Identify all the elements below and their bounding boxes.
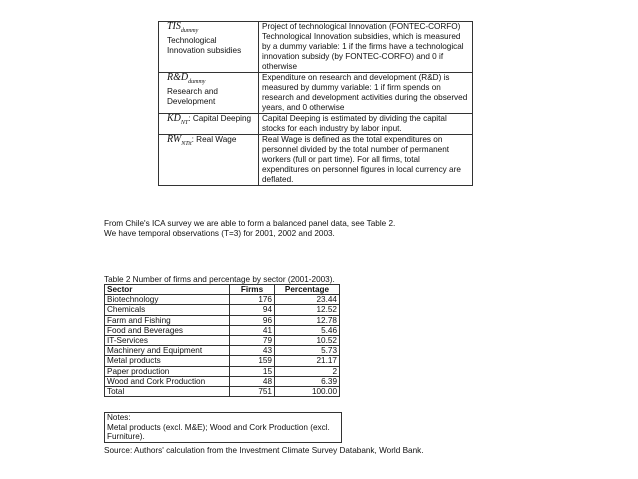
table2-caption: Table 2 Number of firms and percentage by sector (2001-2003). [104,275,335,284]
percentage-cell: 2 [275,366,340,376]
notes-box [104,412,342,443]
notes-label: Notes: [107,413,131,422]
firms-cell: 43 [230,346,275,356]
variable-label: Capital Deeping [192,114,252,123]
variable-symbol-cell: $RW_{NTit}$: Real Wage [159,135,259,186]
percentage-cell: 5.46 [275,325,340,335]
firms-cell: 96 [230,315,275,325]
sector-table-header [105,285,340,295]
variable-row [159,135,473,186]
source-note: Source: Authors' calculation from the Investment Climate Survey Databank, World Bank. [104,445,424,455]
table-row [105,387,340,397]
variable-symbol: $R\&D_{dummy}$ [167,72,206,85]
variable-row [159,22,473,73]
table-row [105,356,340,366]
variable-row [159,73,473,114]
variable-label: Technological Innovation subsidies [167,36,242,55]
firms-cell: 41 [230,325,275,335]
paragraph-line-2: We have temporal observations (T=3) for 2001, 2002 and 2003. [104,229,335,238]
variable-symbol-cell [159,22,259,73]
firms-cell: 176 [230,295,275,305]
table-row [105,336,340,346]
percentage-cell: 6.39 [275,376,340,386]
sector-cell: Chemicals [105,305,230,315]
firms-cell: 48 [230,376,275,386]
firms-cell: 94 [230,305,275,315]
variable-symbol: $RW_{NTit}$ [167,134,192,147]
sector-cell: Food and Beverages [105,325,230,335]
sector-cell: Paper production [105,366,230,376]
percentage-cell: 21.17 [275,356,340,366]
table-notes [104,412,452,455]
sector-cell: Farm and Fishing [105,315,230,325]
variable-description: Expenditure on research and development (R&D) is measured by dummy variable: 1 if firm spends on research and development activities during the observed years, and 0 otherwise [259,73,473,114]
sector-cell: IT-Services [105,336,230,346]
variable-subscript: dummy [180,28,199,34]
table-row [105,366,340,376]
variable-description: Project of technological Innovation (FONTEC-CORFO) Technological Innovation subsidies, which is measured by a dummy variable: 1 if the firms have a technological innovation subsidy (by FONTEC-CORFO) and 0 if otherwise [259,22,473,73]
percentage-cell: 12.52 [275,305,340,315]
variable-description: Capital Deeping is estimated by dividing the capital stocks for each industry by labor input. [259,114,473,135]
firms-cell: 159 [230,356,275,366]
table-row [105,315,340,325]
variable-subscript: NT [180,120,189,126]
variable-symbol-cell: $KD_{NT}$: Capital Deeping [159,114,259,135]
variable-row [159,114,473,135]
paragraph-line-1: From Chile's ICA survey we are able to form a balanced panel data, see Table 2. [104,219,396,228]
sector-cell: Machinery and Equipment [105,346,230,356]
variable-symbol: $TIS_{dummy}$ [167,21,199,34]
firms-cell: 79 [230,336,275,346]
variable-description: Real Wage is defined as the total expenditures on personnel divided by the total number of permanent workers (full or part time). For all firms, total expenditures on personnel figures in local currency are deflated. [259,135,473,186]
sector-table [104,284,340,397]
percentage-cell: 5.73 [275,346,340,356]
percentage-cell: 12.78 [275,315,340,325]
percentage-cell: 23.44 [275,295,340,305]
table-row [105,325,340,335]
variable-label: Research and Development [167,87,218,106]
sector-cell: Wood and Cork Production [105,376,230,386]
table-row [105,305,340,315]
percentage-cell: 10.52 [275,336,340,346]
sector-cell: Biotechnology [105,295,230,305]
sector-cell: Metal products [105,356,230,366]
table-row [105,376,340,386]
variable-symbol: $KD_{NT}$ [167,113,189,126]
col-header-firms: Firms [230,285,275,295]
col-header-percentage: Percentage [275,285,340,295]
notes-text: Metal products (excl. M&E); Wood and Cork Production (excl. Furniture). [107,422,330,441]
percentage-cell: 100.00 [275,387,340,397]
variable-label: Real Wage [196,135,237,144]
table-row [105,295,340,305]
variable-subscript: dummy [188,79,206,85]
variable-subscript: NTit [181,141,192,147]
variable-symbol-cell [159,73,259,114]
col-header-sector: Sector [105,285,230,295]
firms-cell: 15 [230,366,275,376]
firms-cell: 751 [230,387,275,397]
table-row [105,346,340,356]
variables-table [158,21,473,186]
sector-cell: Total [105,387,230,397]
